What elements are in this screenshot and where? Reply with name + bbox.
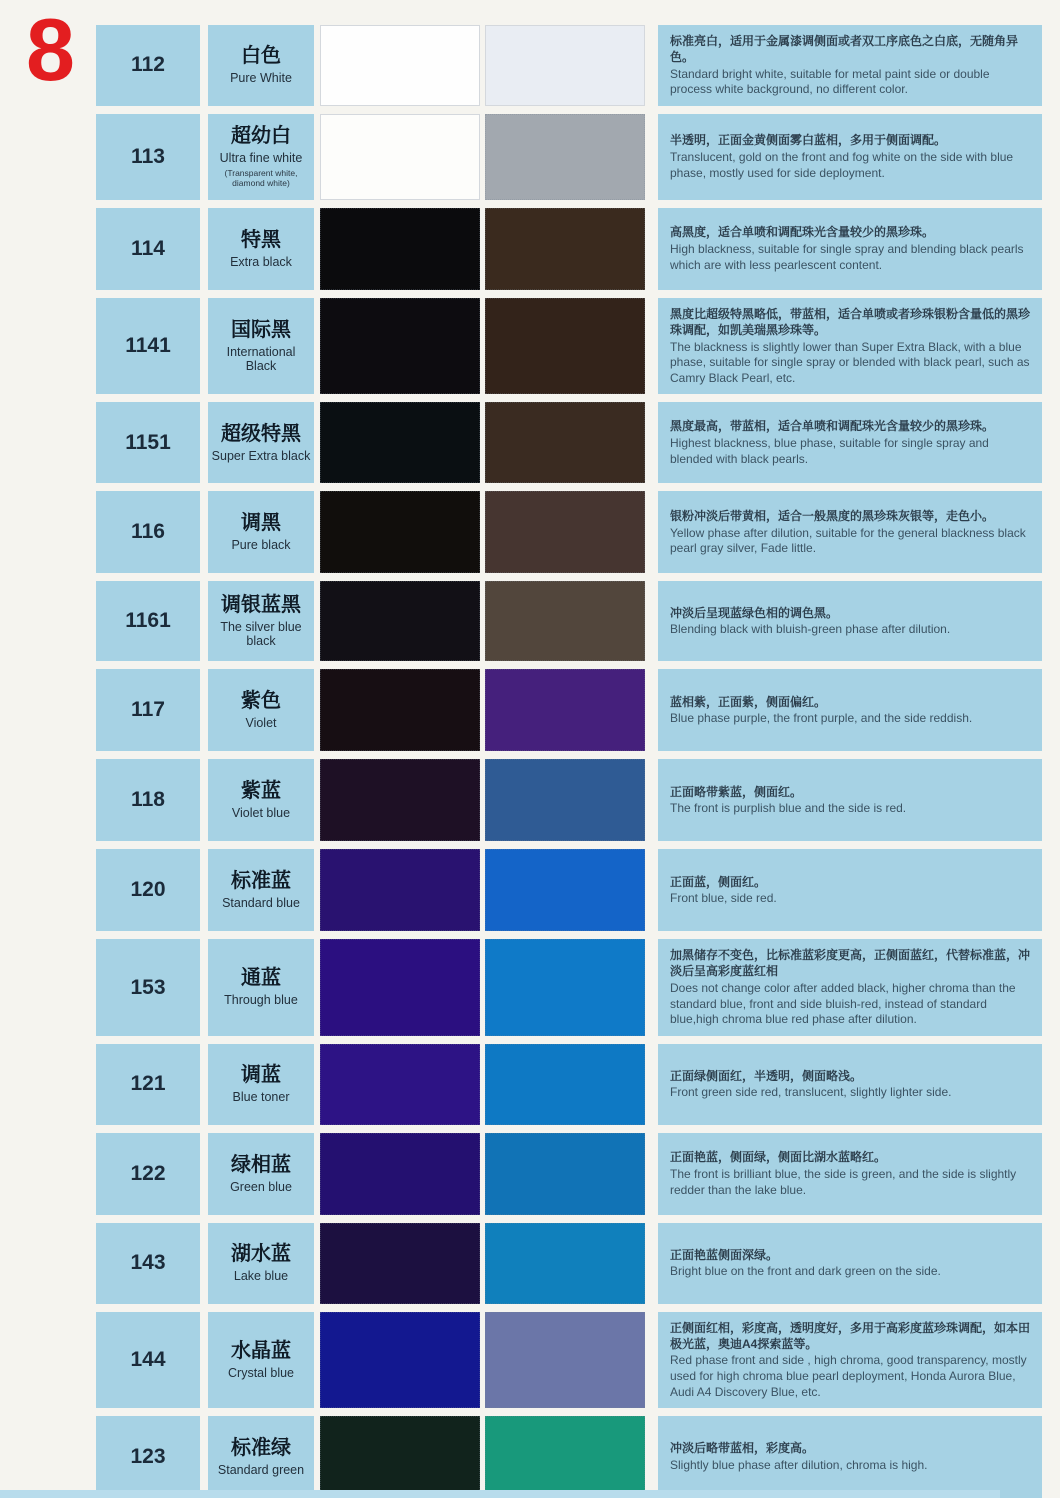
color-chart-table	[0, 25, 1060, 1498]
description-cn: 冲淡后略带蓝相，彩度高。	[670, 1441, 815, 1456]
description-cn: 半透明，正面金黄侧面雾白蓝相，多用于侧面调配。	[670, 133, 947, 148]
color-name-en: Lake blue	[233, 1269, 289, 1284]
color-code: 117	[96, 669, 200, 751]
description-cn: 加黑储存不变色，比标准蓝彩度更高，正侧面蓝红，代替标准蓝，冲淡后呈高彩度蓝红相	[670, 948, 1031, 979]
color-code: 123	[96, 1416, 200, 1498]
color-name-cn: 水晶蓝	[231, 1339, 291, 1362]
side-color-swatch	[485, 1312, 645, 1408]
color-name-en: Ultra fine white	[219, 151, 303, 166]
color-name	[208, 939, 314, 1035]
color-row	[0, 1416, 1060, 1498]
color-code: 112	[96, 25, 200, 106]
description-en: Translucent, gold on the front and fog white on the side with blue phase, mostly used for side deployment.	[670, 150, 1014, 180]
description-en: Front blue, side red.	[670, 891, 777, 906]
color-name-cn: 通蓝	[241, 967, 281, 990]
color-name-cn: 标准蓝	[231, 870, 291, 893]
description-en: Standard bright white, suitable for metal paint side or double process white background, no different color.	[670, 66, 990, 97]
description-en: Blue phase purple, the front purple, and the side reddish.	[670, 711, 973, 726]
color-name-en: Super Extra black	[211, 448, 311, 463]
color-name-cn: 调蓝	[241, 1064, 281, 1087]
side-color-swatch	[485, 849, 645, 931]
color-name-en: Crystal blue	[228, 1365, 294, 1380]
description-en: Bright blue on the front and dark green on the side.	[670, 1264, 941, 1279]
side-color-swatch	[485, 491, 645, 573]
color-code: 121	[96, 1044, 200, 1125]
color-name	[208, 1312, 314, 1408]
side-color-swatch	[485, 25, 645, 106]
description-en: The front is brilliant blue, the side is green, and the side is slightly redder than the lake blue.	[670, 1167, 1017, 1197]
color-description	[658, 208, 1042, 290]
side-color-swatch	[485, 208, 645, 290]
color-name-en: Pure black	[231, 538, 291, 553]
description-en: Does not change color after added black, higher chroma than the standard blue, front and side bluish-red, instead of standard blue,high chroma blue red phase after dilution.	[670, 980, 1016, 1027]
color-description	[658, 402, 1042, 483]
color-row	[0, 25, 1060, 106]
description-en: High blackness, suitable for single spray and blending black pearls which are with less pearlescent content.	[670, 242, 1024, 272]
color-row	[0, 849, 1060, 931]
side-color-swatch	[485, 581, 645, 661]
color-name-en: Standard green	[217, 1462, 305, 1477]
description-en: Slightly blue phase after dilution, chroma is high.	[670, 1458, 928, 1473]
color-description	[658, 1044, 1042, 1125]
color-row	[0, 759, 1060, 841]
description-cn: 黑度比超级特黑略低，带蓝相，适合单喷或者珍珠银粉含量低的黑珍珠调配，如凯美瑞黑珍珠等。	[670, 306, 1031, 337]
color-name-note: (Transparent white, diamond white)	[224, 167, 298, 189]
color-name	[208, 491, 314, 573]
description-cn: 黑度最高，带蓝相，适合单喷和调配珠光含量较少的黑珍珠。	[670, 419, 995, 434]
color-row	[0, 1312, 1060, 1408]
front-color-swatch	[320, 1223, 480, 1304]
color-name	[208, 669, 314, 751]
color-row	[0, 581, 1060, 661]
color-name-cn: 超幼白	[231, 125, 291, 148]
color-name	[208, 114, 314, 200]
color-description	[658, 1223, 1042, 1304]
color-name-en: Pure White	[230, 71, 292, 86]
front-color-swatch	[320, 581, 480, 661]
description-cn: 正侧面红相，彩度高，透明度好，多用于高彩度蓝珍珠调配，如本田极光蓝，奥迪A4探索蓝等。	[670, 1320, 1031, 1351]
color-description	[658, 114, 1042, 200]
color-code: 118	[96, 759, 200, 841]
color-name-cn: 紫色	[241, 690, 281, 713]
description-cn: 正面蓝，侧面红。	[670, 874, 767, 889]
side-color-swatch	[485, 402, 645, 483]
color-name-en: Violet blue	[231, 806, 291, 821]
color-name-en: Violet	[245, 716, 277, 731]
color-row	[0, 208, 1060, 290]
front-color-swatch	[320, 1133, 480, 1215]
color-name	[208, 208, 314, 290]
description-cn: 标准亮白，适用于金属漆调侧面或者双工序底色之白底，无随角异色。	[670, 34, 1019, 64]
color-name	[208, 1044, 314, 1125]
color-name-cn: 紫蓝	[241, 780, 281, 803]
color-name	[208, 759, 314, 841]
color-name	[208, 25, 314, 106]
color-name-cn: 超级特黑	[221, 422, 301, 445]
color-name	[208, 849, 314, 931]
side-color-swatch	[485, 298, 645, 394]
color-description	[658, 25, 1042, 106]
front-color-swatch	[320, 1416, 480, 1498]
page-number: 8	[26, 0, 75, 99]
color-row	[0, 298, 1060, 394]
description-cn: 蓝相紫，正面紫，侧面偏红。	[670, 694, 827, 709]
color-name-cn: 特黑	[241, 228, 281, 251]
color-description	[658, 491, 1042, 573]
description-cn: 高黑度，适合单喷和调配珠光含量较少的黑珍珠。	[670, 225, 935, 240]
color-name	[208, 1133, 314, 1215]
side-color-swatch	[485, 114, 645, 200]
front-color-swatch	[320, 25, 480, 106]
color-code: 153	[96, 939, 200, 1035]
color-name-cn: 湖水蓝	[231, 1243, 291, 1266]
description-cn: 正面艳蓝侧面深绿。	[670, 1247, 779, 1262]
color-code: 122	[96, 1133, 200, 1215]
front-color-swatch	[320, 114, 480, 200]
color-description	[658, 1416, 1042, 1498]
color-row	[0, 1133, 1060, 1215]
color-name	[208, 402, 314, 483]
color-name-en: Through blue	[224, 993, 298, 1008]
front-color-swatch	[320, 1312, 480, 1408]
color-code: 113	[96, 114, 200, 200]
color-code: 144	[96, 1312, 200, 1408]
color-row	[0, 669, 1060, 751]
description-en: Highest blackness, blue phase, suitable for single spray and blended with black pearls.	[670, 436, 989, 466]
color-description	[658, 581, 1042, 661]
color-description	[658, 759, 1042, 841]
front-color-swatch	[320, 298, 480, 394]
side-color-swatch	[485, 759, 645, 841]
color-code: 1161	[96, 581, 200, 661]
side-color-swatch	[485, 1044, 645, 1125]
front-color-swatch	[320, 1044, 480, 1125]
color-name-en: The silver blue black	[220, 619, 302, 649]
color-code: 143	[96, 1223, 200, 1304]
color-name	[208, 298, 314, 394]
color-name-cn: 调黑	[241, 512, 281, 535]
color-code: 120	[96, 849, 200, 931]
description-en: Blending black with bluish-green phase after dilution.	[670, 622, 951, 637]
description-en: The front is purplish blue and the side is red.	[670, 801, 907, 816]
color-name	[208, 1223, 314, 1304]
front-color-swatch	[320, 669, 480, 751]
color-name-cn: 标准绿	[231, 1436, 291, 1459]
side-color-swatch	[485, 669, 645, 751]
description-en: The blackness is slightly lower than Super Extra Black, with a blue phase, suitable for single spray or blended with black pearl, such as Camry Black Pearl, etc.	[670, 339, 1030, 385]
color-name-en: International Black	[226, 344, 296, 374]
front-color-swatch	[320, 849, 480, 931]
description-cn: 正面艳蓝，侧面绿，侧面比湖水蓝略红。	[670, 1150, 887, 1165]
color-row	[0, 491, 1060, 573]
color-description	[658, 669, 1042, 751]
description-en: Yellow phase after dilution, suitable for the general blackness black pearl gray silver, Fade little.	[670, 525, 1026, 556]
color-name-en: Green blue	[230, 1179, 292, 1194]
color-name-en: Blue toner	[232, 1090, 290, 1105]
side-color-swatch	[485, 1133, 645, 1215]
color-name-en: Extra black	[230, 254, 292, 269]
color-name	[208, 581, 314, 661]
front-color-swatch	[320, 491, 480, 573]
color-name-cn: 调银蓝黑	[221, 593, 301, 616]
side-color-swatch	[485, 1223, 645, 1304]
color-name-cn: 绿相蓝	[231, 1153, 291, 1176]
color-code: 1141	[96, 298, 200, 394]
side-color-swatch	[485, 1416, 645, 1498]
color-row	[0, 114, 1060, 200]
front-color-swatch	[320, 759, 480, 841]
color-name	[208, 1416, 314, 1498]
front-color-swatch	[320, 208, 480, 290]
color-name-cn: 国际黑	[231, 318, 291, 341]
side-color-swatch	[485, 939, 645, 1035]
color-description	[658, 1133, 1042, 1215]
color-row	[0, 402, 1060, 483]
color-code: 114	[96, 208, 200, 290]
description-en: Red phase front and side , high chroma, good transparency, mostly used for high chroma blue pearl deployment, Honda Aurora Blue, Audi A4 Discovery Blue, etc.	[670, 1353, 1027, 1399]
color-row	[0, 1223, 1060, 1304]
color-description	[658, 298, 1042, 394]
color-description	[658, 1312, 1042, 1408]
color-description	[658, 939, 1042, 1035]
front-color-swatch	[320, 402, 480, 483]
description-cn: 冲淡后呈现蓝绿色相的调色黑。	[670, 605, 839, 620]
page-bottom-strip	[0, 1490, 1000, 1498]
description-en: Front green side red, translucent, slightly lighter side.	[670, 1085, 952, 1100]
description-cn: 正面绿侧面红，半透明，侧面略浅。	[670, 1068, 863, 1083]
color-name-cn: 白色	[241, 45, 281, 68]
color-code: 1151	[96, 402, 200, 483]
color-row	[0, 939, 1060, 1035]
front-color-swatch	[320, 939, 480, 1035]
color-name-en: Standard blue	[222, 896, 300, 911]
color-code: 116	[96, 491, 200, 573]
color-description	[658, 849, 1042, 931]
color-row	[0, 1044, 1060, 1125]
description-cn: 正面略带紫蓝，侧面红。	[670, 784, 803, 799]
description-cn: 银粉冲淡后带黄相，适合一般黑度的黑珍珠灰银等，走色小。	[670, 508, 995, 523]
